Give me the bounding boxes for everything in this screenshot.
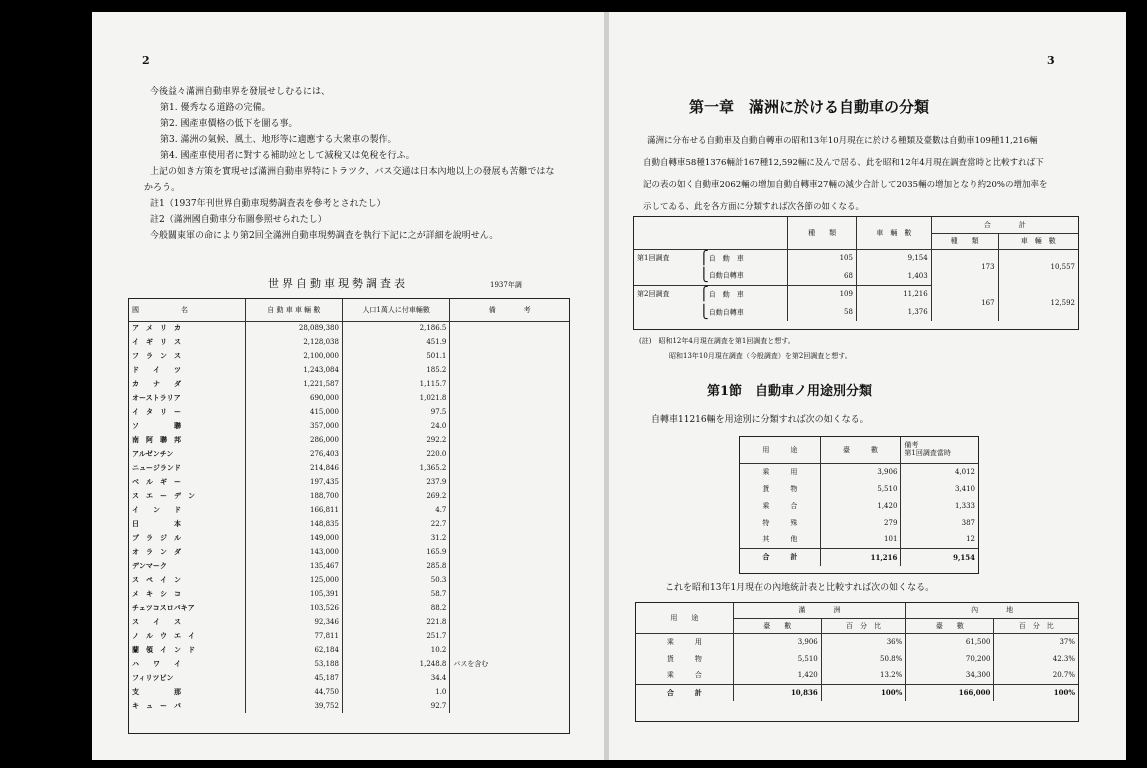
table-row [129,475,569,489]
table-row [129,643,569,657]
country-cell: イ タ リ ー [132,407,181,416]
vehicle-count-cell: 125,000 [245,573,342,587]
vehicle-count-cell: 690,000 [245,391,342,405]
intro-line: 第2. 國產車價格の低下を圖る事。 [160,119,298,129]
per-capita-cell: 165.9 [342,545,449,559]
vehicle-type: 自 動 車 [708,254,744,263]
country-cell: メ キ シ コ [132,589,181,598]
col-header: 用 途 [740,437,820,463]
per-capita-cell: 1,115.7 [342,377,449,391]
table-row [129,461,569,475]
vehicle-count-cell: 188,700 [245,489,342,503]
note-cell [450,699,569,713]
table-row [740,480,978,497]
per-capita-cell: 1,248.8 [342,657,449,671]
per-capita-cell: 220.0 [342,447,449,461]
table-row [636,633,1078,650]
chapter-line: 示してゐる、此を各方面に分類すれば次各節の如くなる。 [643,202,865,212]
use-cell: 其 他 [762,535,798,544]
table-row [129,363,569,377]
kinds-cell: 58 [788,303,857,321]
note-cell [450,475,569,489]
vehicle-count-cell: 135,467 [245,559,342,573]
col-header: 備 考 [450,299,569,321]
note-cell [450,377,569,391]
col-header: 自 動 車 車 輛 數 [245,299,342,321]
page-number: 2 [142,54,150,67]
survey-comparison-table [633,216,1079,330]
note-cell [450,531,569,545]
table-row [129,447,569,461]
total-kinds-cell: 173 [931,249,998,285]
count-cell: 3,906 [820,463,901,480]
kinds-cell: 109 [788,285,857,303]
note-cell [450,559,569,573]
table-row [129,573,569,587]
country-cell: ハ ワ イ [132,659,181,668]
table-row [129,685,569,699]
country-cell: フィリツピン [132,673,174,682]
note-cell [450,391,569,405]
compare-text: これを昭和13年1月現在の內地統計表と比較すれば次の如くなる。 [665,583,935,593]
country-cell: ニュージランド [132,463,181,472]
col-header: 臺 數 [906,618,994,633]
count-cell: 1,376 [856,303,931,321]
vehicle-type: 自動自轉車 [708,308,744,316]
per-capita-cell: 251.7 [342,629,449,643]
per-capita-cell: 4.7 [342,503,449,517]
table-row [129,391,569,405]
country-cell: チェツコスロバキア [132,603,195,612]
note-cell [450,503,569,517]
note-cell [450,573,569,587]
survey-label-cell [634,285,788,303]
intro-line: かろう。 [144,183,181,193]
intro-line: 註2（滿洲國自動車分布圖參照せられたし） [150,215,327,225]
per-capita-cell: 97.5 [342,405,449,419]
country-cell: ス イ ス [132,617,181,626]
vehicle-count-cell: 286,000 [245,433,342,447]
manchuria-count-cell: 5,510 [733,650,821,667]
survey-round-label: 第2回調査 [637,290,670,299]
table-row [129,489,569,503]
note-cell [450,349,569,363]
table-row [740,514,978,531]
mainland-count-cell: 70,200 [906,650,994,667]
chapter-line: 自動自轉車58種1376輛計167種12,592輛に及んで居る、此を昭和12年4月現在調査當時と比較すれば下 [643,158,1044,168]
country-cell: 支 那 [132,687,181,696]
mainland-pct-cell: 42.3% [994,650,1078,667]
vehicle-count-cell: 92,346 [245,615,342,629]
note-cell: バスを含む [450,657,569,671]
per-capita-cell: 34.4 [342,671,449,685]
vehicle-count-cell: 1,221,587 [245,377,342,391]
table-row [129,433,569,447]
left-page [92,12,604,760]
intro-line: 今般關東軍の命により第2回全滿洲自動車現勢調査を執行下記に之が詳細を說明せん。 [150,231,499,241]
brace-glyph: ⎧ [699,286,709,302]
table-row [129,657,569,671]
previous-count-cell: 3,410 [901,480,978,497]
intro-line: 註1（1937年刊世界自動車現勢調査表を參考とされたし） [150,199,386,209]
country-cell: ベ ル ギ ー [132,477,181,486]
table-row [740,531,978,548]
manchuria-pct-cell: 36% [821,633,906,650]
survey-label-cell [634,303,788,321]
vehicle-count-cell: 45,187 [245,671,342,685]
per-capita-cell: 24.0 [342,419,449,433]
per-capita-cell: 185.2 [342,363,449,377]
kinds-cell: 105 [788,249,857,267]
chapter-line: 記の表の如く自動車2062輛の增加自動自轉車27輛の減少合計して2035輛の增加となり約20%の增加率を [643,180,1048,190]
table-row [129,405,569,419]
note-line: 昭和13年10月現在調査（今般調査）を第2回調査と想す。 [669,352,852,360]
right-page [609,12,1126,760]
vehicle-count-cell: 148,835 [245,517,342,531]
previous-count-cell: 9,154 [901,548,978,566]
note-cell [450,517,569,531]
table-row [129,419,569,433]
country-cell: デンマーク [132,561,167,570]
per-capita-cell: 92.7 [342,699,449,713]
table-row [740,463,978,480]
col-header: 用 途 [636,603,733,633]
intro-line: 今後益々滿洲自動車界を發展せしむるには、 [150,87,331,97]
table-year: 1937年調 [490,281,522,289]
table-row [129,615,569,629]
vehicle-count-cell: 39,752 [245,699,342,713]
table-row [129,699,569,713]
col-header: 內 地 [906,603,1078,618]
per-capita-cell: 237.9 [342,475,449,489]
use-cell: 貨 物 [762,484,798,493]
vehicle-count-cell: 166,811 [245,503,342,517]
per-capita-cell: 22.7 [342,517,449,531]
page-number: 3 [1047,54,1055,67]
manchuria-count-cell: 10,836 [733,684,821,701]
table-row [636,650,1078,667]
survey-round-label: 第1回調査 [637,254,670,263]
country-cell: 蘭 領 イ ン ド [132,645,195,654]
table-row [129,559,569,573]
note-cell [450,461,569,475]
col-header: 滿 洲 [733,603,906,618]
brace-glyph: ⎩ [699,268,709,284]
world-vehicle-table [128,298,570,734]
country-cell: ド イ ツ [132,365,181,374]
per-capita-cell: 285.8 [342,559,449,573]
col-header: 車 輛 數 [998,233,1078,249]
table-row [129,349,569,363]
table-row [634,285,1078,303]
use-cell: 乘 用 [762,467,798,476]
vehicle-count-cell: 276,403 [245,447,342,461]
col-header: 種 類 [788,217,857,249]
previous-count-cell: 1,333 [901,497,978,514]
manchuria-pct-cell: 13.2% [821,667,906,684]
intro-line: 第3. 滿洲の氣候、風土、地形等に適應する大衆車の製作。 [160,135,397,145]
note-cell [450,335,569,349]
count-cell: 11,216 [856,285,931,303]
per-capita-cell: 1.0 [342,685,449,699]
per-capita-cell: 292.2 [342,433,449,447]
country-cell: フ ラ ン ス [132,351,181,360]
table-row [634,249,1078,267]
note-cell [450,685,569,699]
country-cell: ブ ラ ジ ル [132,533,181,542]
note-cell [450,405,569,419]
per-capita-cell: 1,365.2 [342,461,449,475]
col-header: 備考 第1回調査當時 [901,437,978,463]
col-header: 臺 數 [733,618,821,633]
mainland-count-cell: 61,500 [906,633,994,650]
manchuria-pct-cell: 100% [821,684,906,701]
note-cell [450,545,569,559]
previous-count-cell: 4,012 [901,463,978,480]
count-cell: 279 [820,514,901,531]
count-cell: 5,510 [820,480,901,497]
per-capita-cell: 50.3 [342,573,449,587]
vehicle-count-cell: 2,100,000 [245,349,342,363]
table-row [129,503,569,517]
vehicle-count-cell: 197,435 [245,475,342,489]
vehicle-count-cell: 62,184 [245,643,342,657]
per-capita-cell: 501.1 [342,349,449,363]
country-cell: カ ナ ダ [132,379,181,388]
col-header: 種 類 [931,233,998,249]
previous-count-cell: 387 [901,514,978,531]
per-capita-cell: 269.2 [342,489,449,503]
domestic-comparison-table [635,602,1079,722]
col-header: 百 分 比 [994,618,1078,633]
table-row [129,377,569,391]
note-cell [450,447,569,461]
col-header: 百 分 比 [821,618,906,633]
intro-line: 上記の如き方策を實現せば滿洲自動車界特にトラツク、バス交通は日本內地以上の發展も苦難ではな [150,167,555,177]
vehicle-count-cell: 149,000 [245,531,342,545]
country-cell: 南 阿 聯 邦 [132,435,181,444]
intro-line: 第4. 國產車使用者に對する補助竝として減稅又は免稅を行ふ。 [160,151,415,161]
note-cell [450,363,569,377]
vehicle-count-cell: 2,128,038 [245,335,342,349]
country-cell: ス エ ー デ ン [132,491,195,500]
vehicle-count-cell: 28,089,380 [245,321,342,335]
country-cell: ソ 聯 [132,421,181,430]
brace-glyph: ⎩ [699,304,709,320]
count-cell: 11,216 [820,548,901,566]
country-cell: ス ペ イ ン [132,575,181,584]
total-row [740,548,978,566]
note-cell [450,433,569,447]
use-cell: 合 計 [636,684,733,701]
section-title: 第1節 自動車ノ用途別分類 [707,384,873,399]
per-capita-cell: 58.7 [342,587,449,601]
mainland-pct-cell: 20.7% [994,667,1078,684]
country-cell: アルゼンチン [132,449,174,458]
note-cell [450,587,569,601]
country-cell: オ ラ ン ダ [132,547,181,556]
manchuria-count-cell: 1,420 [733,667,821,684]
use-cell: 合 計 [740,548,820,566]
table-row [129,629,569,643]
note-line: (註) 昭和12年4月現在調査を第1回調査と想す。 [639,337,795,345]
vehicle-type: 自動自轉車 [708,271,744,280]
previous-count-cell: 12 [901,531,978,548]
vehicle-count-cell: 77,811 [245,629,342,643]
table-row [129,517,569,531]
total-row [636,684,1078,701]
per-capita-cell: 10.2 [342,643,449,657]
note-cell [450,601,569,615]
table-row [129,671,569,685]
survey-label-cell [634,249,788,267]
vehicle-count-cell: 143,000 [245,545,342,559]
count-cell: 9,154 [856,249,931,267]
vehicle-count-cell: 103,526 [245,601,342,615]
table-row [129,531,569,545]
table-row [129,335,569,349]
vehicle-type: 自 動 車 [708,290,744,299]
country-cell: イ ン ド [132,505,181,514]
chapter-title: 第一章 滿洲に於ける自動車の分類 [689,98,930,116]
brace-glyph: ⎧ [699,250,709,266]
table-title: 世界自動車現勢調査表 [268,277,408,290]
table-row [129,321,569,335]
survey-label-cell [634,267,788,285]
col-header: 人口1萬人に付車輛數 [342,299,449,321]
country-cell: ノ ル ウ エ イ [132,631,195,640]
vehicle-count-cell: 53,188 [245,657,342,671]
per-capita-cell: 31.2 [342,531,449,545]
col-header: 國 名 [129,299,245,321]
use-cell: 乘 合 [666,671,702,680]
manchuria-pct-cell: 50.8% [821,650,906,667]
per-capita-cell: 88.2 [342,601,449,615]
vehicle-count-cell: 214,846 [245,461,342,475]
mainland-pct-cell: 37% [994,633,1078,650]
vehicle-count-cell: 44,750 [245,685,342,699]
mainland-count-cell: 34,300 [906,667,994,684]
use-cell: 貨 物 [666,654,702,663]
intro-line: 第1. 優秀なる道路の完備。 [160,103,271,113]
table-row [129,545,569,559]
table-row [129,601,569,615]
country-cell: ア メ リ カ [132,323,181,333]
country-cell: 日 本 [132,519,181,528]
total-kinds-cell: 167 [931,285,998,321]
use-classification-table [739,436,979,574]
total-count-cell: 12,592 [998,285,1078,321]
country-cell: イ ギ リ ス [132,337,181,346]
manchuria-count-cell: 3,906 [733,633,821,650]
per-capita-cell: 1,021.8 [342,391,449,405]
chapter-line: 滿洲に分布せる自動車及自動自轉車の昭和13年10月現在に於ける種類及臺數は自動車109種11,216輛 [647,136,1038,146]
count-cell: 101 [820,531,901,548]
note-cell [450,489,569,503]
use-cell: 乘 合 [762,501,798,510]
col-header: 合 計 [931,217,1078,233]
country-cell: キ ュ ー バ [132,701,181,710]
col-header: 車 輛 數 [856,217,931,249]
use-cell: 乘 用 [666,637,702,646]
mainland-count-cell: 166,000 [906,684,994,701]
per-capita-cell: 451.9 [342,335,449,349]
note-cell [450,671,569,685]
count-cell: 1,403 [856,267,931,285]
note-cell [450,615,569,629]
vehicle-count-cell: 105,391 [245,587,342,601]
total-count-cell: 10,557 [998,249,1078,285]
note-cell [450,321,569,335]
kinds-cell: 68 [788,267,857,285]
count-cell: 1,420 [820,497,901,514]
note-cell [450,629,569,643]
col-header: 臺 數 [820,437,901,463]
note-cell [450,419,569,433]
use-cell: 特 殊 [762,518,798,527]
mainland-pct-cell: 100% [994,684,1078,701]
section-text: 自轉車11216輛を用途別に分類すれば次の如くなる。 [651,415,869,425]
table-row [740,497,978,514]
per-capita-cell: 221.8 [342,615,449,629]
vehicle-count-cell: 415,000 [245,405,342,419]
vehicle-count-cell: 357,000 [245,419,342,433]
table-row [129,587,569,601]
note-cell [450,643,569,657]
vehicle-count-cell: 1,243,084 [245,363,342,377]
per-capita-cell: 2,186.5 [342,321,449,335]
country-cell: オーストラリア [132,393,181,402]
table-row [636,667,1078,684]
